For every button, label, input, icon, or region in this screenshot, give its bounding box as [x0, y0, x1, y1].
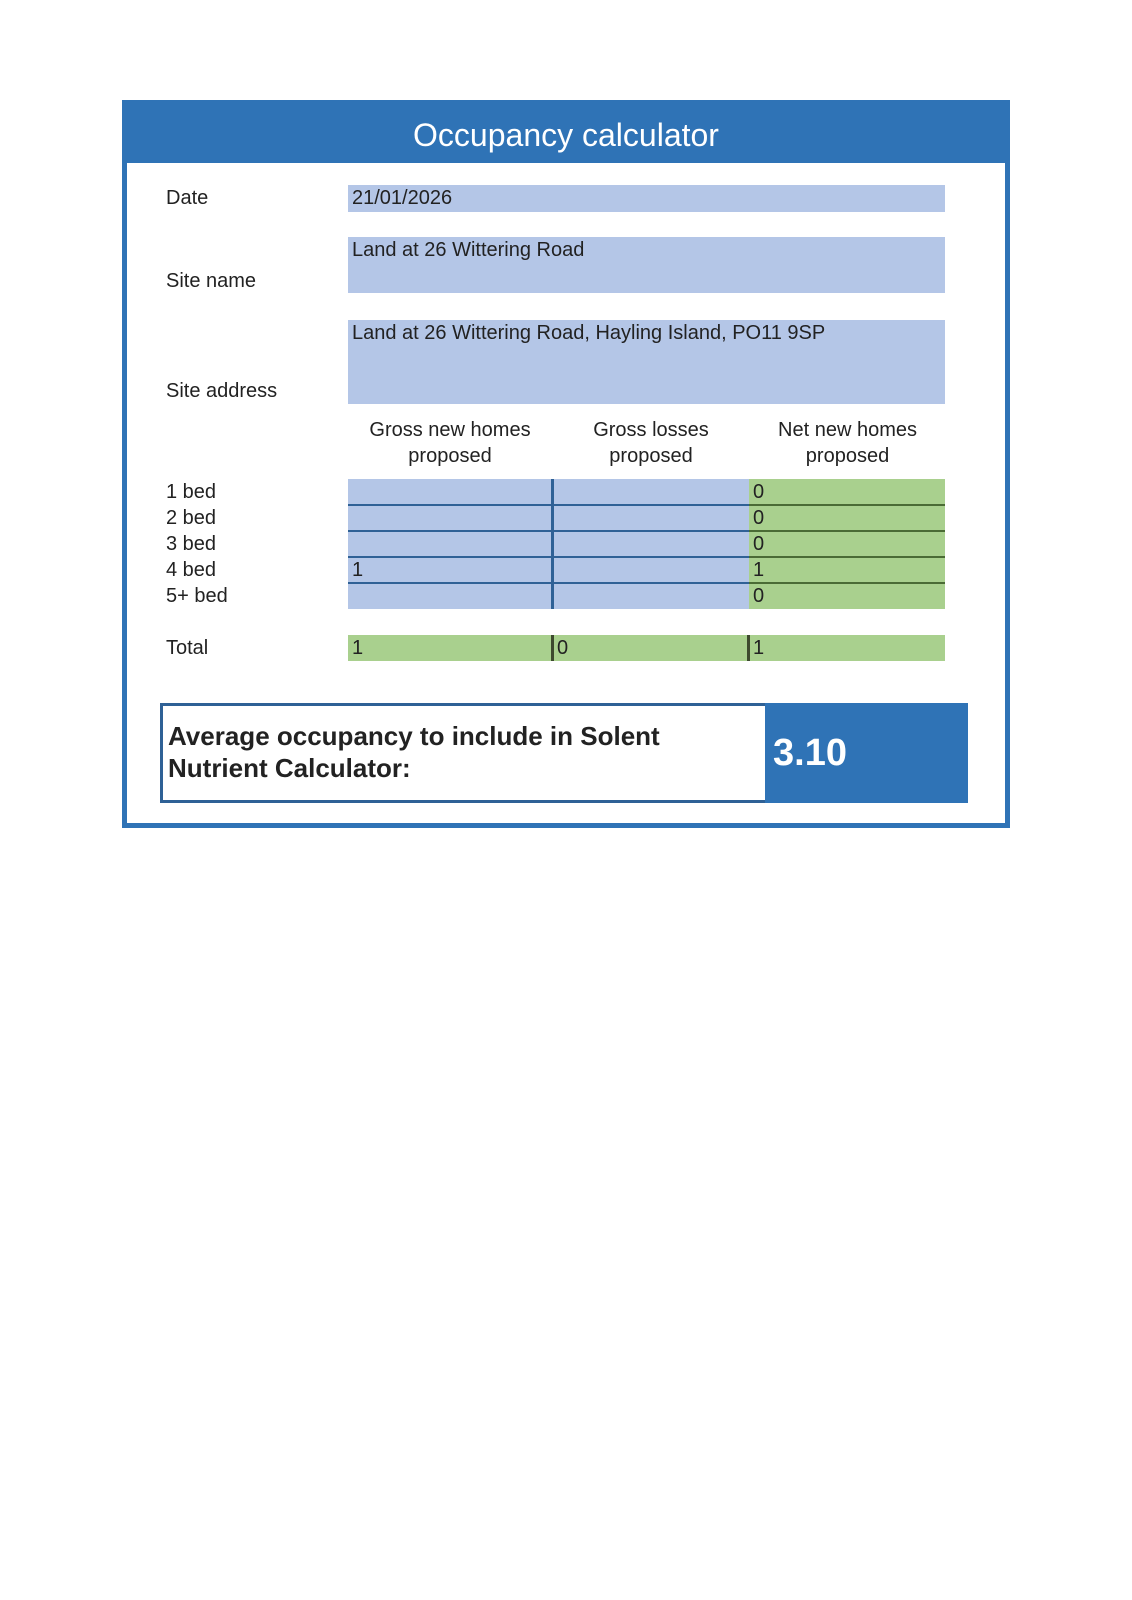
net-2-bed-cell: 0 — [749, 505, 945, 531]
losses-2-bed-cell[interactable] — [553, 505, 749, 531]
net-4-bed-cell: 1 — [749, 557, 945, 583]
average-occupancy-label: Average occupancy to include in Solent Nutrient Calculator: — [168, 721, 660, 783]
grid-line — [348, 556, 749, 558]
net-new-homes-header: Net new homes proposed — [778, 419, 917, 467]
net-3-bed-cell: 0 — [749, 531, 945, 557]
page-title: Occupancy calculator — [127, 105, 1005, 163]
grid-line — [551, 635, 554, 661]
gross-2-bed-cell[interactable] — [348, 505, 553, 531]
net-5plus-bed-cell: 0 — [749, 583, 945, 609]
grid-line — [348, 530, 749, 532]
site-name-field[interactable]: Land at 26 Wittering Road — [348, 237, 945, 293]
total-net-cell: 1 — [749, 635, 945, 661]
losses-1-bed-cell[interactable] — [553, 479, 749, 505]
grid-line — [348, 504, 749, 506]
total-gross-cell: 1 — [348, 635, 553, 661]
average-occupancy-value: 3.10 — [765, 703, 968, 803]
gross-losses-header: Gross losses proposed — [593, 419, 709, 467]
gross-new-homes-header: Gross new homes proposed — [369, 419, 531, 467]
grid-line — [747, 635, 750, 661]
row-label-5plus-bed: 5+ bed — [166, 585, 228, 607]
total-label: Total — [166, 637, 209, 659]
losses-4-bed-cell[interactable] — [553, 557, 749, 583]
date-field[interactable]: 21/01/2026 — [348, 185, 945, 212]
gross-4-bed-cell[interactable]: 1 — [348, 557, 553, 583]
row-label-1-bed: 1 bed — [166, 481, 217, 503]
site-address-label: Site address — [166, 380, 278, 402]
row-label-4-bed: 4 bed — [166, 559, 217, 581]
site-name-label: Site name — [166, 270, 257, 292]
grid-line — [749, 556, 945, 558]
grid-line — [551, 479, 554, 609]
row-label-2-bed: 2 bed — [166, 507, 217, 529]
losses-3-bed-cell[interactable] — [553, 531, 749, 557]
gross-5plus-bed-cell[interactable] — [348, 583, 553, 609]
site-address-field[interactable]: Land at 26 Wittering Road, Hayling Island, PO11 9SP — [348, 320, 945, 404]
gross-1-bed-cell[interactable] — [348, 479, 553, 505]
date-label: Date — [166, 187, 209, 209]
grid-line — [749, 530, 945, 532]
grid-line — [749, 582, 945, 584]
row-label-3-bed: 3 bed — [166, 533, 217, 555]
gross-3-bed-cell[interactable] — [348, 531, 553, 557]
losses-5plus-bed-cell[interactable] — [553, 583, 749, 609]
grid-line — [749, 504, 945, 506]
grid-line — [348, 582, 749, 584]
total-losses-cell: 0 — [553, 635, 749, 661]
net-1-bed-cell: 0 — [749, 479, 945, 505]
